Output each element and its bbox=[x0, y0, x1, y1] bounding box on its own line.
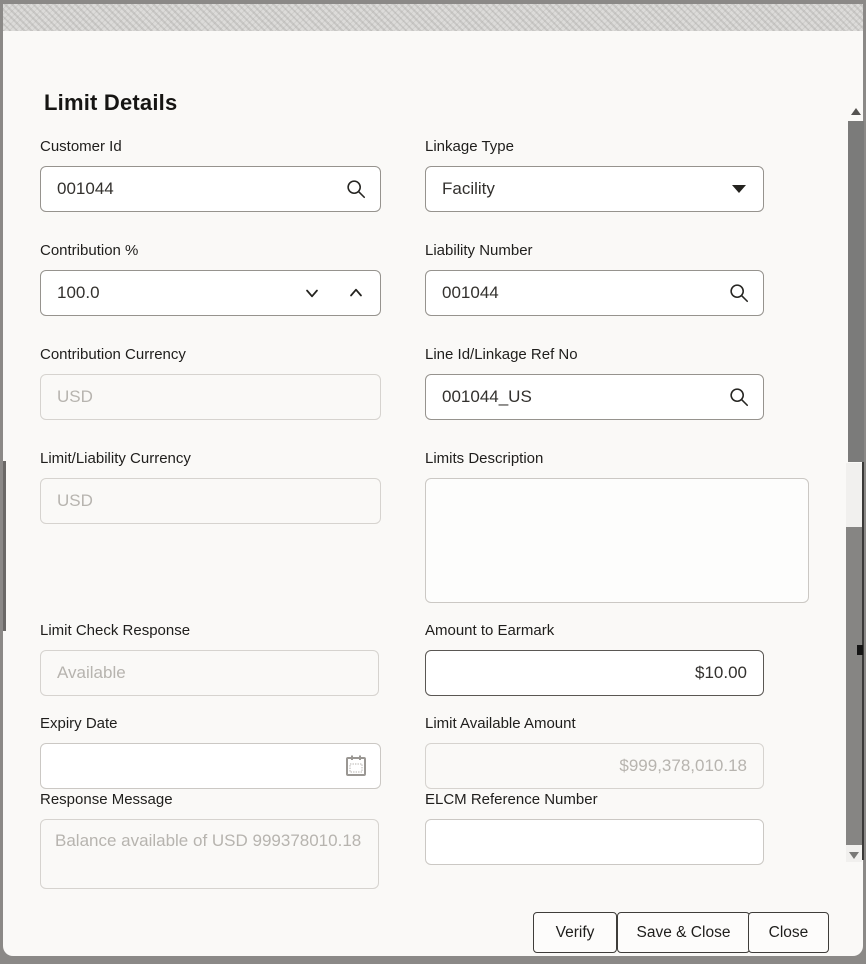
liability-number-field bbox=[425, 270, 764, 316]
limit-check-response-label: Limit Check Response bbox=[40, 622, 191, 639]
spinner-up-icon[interactable] bbox=[344, 281, 368, 305]
verify-button[interactable]: Verify bbox=[533, 912, 617, 953]
scrollbar-thumb-upper[interactable] bbox=[848, 121, 864, 462]
expiry-date-label: Expiry Date bbox=[40, 715, 118, 732]
save-and-close-button[interactable]: Save & Close bbox=[617, 912, 750, 953]
scrollbar-thumb-lower[interactable] bbox=[846, 527, 862, 845]
contribution-currency-label: Contribution Currency bbox=[40, 346, 186, 363]
contribution-pct-label: Contribution % bbox=[40, 242, 139, 259]
amount-to-earmark-field bbox=[425, 650, 764, 696]
scroll-down-arrow-icon[interactable] bbox=[849, 852, 859, 859]
chevron-down-icon[interactable] bbox=[727, 177, 751, 201]
linkage-type-select[interactable] bbox=[425, 166, 764, 212]
expiry-date-input[interactable] bbox=[41, 744, 380, 788]
amount-to-earmark-label: Amount to Earmark bbox=[425, 622, 555, 639]
limit-liability-currency-label: Limit/Liability Currency bbox=[40, 450, 191, 467]
limit-check-response-input bbox=[41, 651, 378, 695]
dialog-title: Limit Details bbox=[44, 90, 178, 115]
calendar-icon[interactable] bbox=[344, 754, 368, 778]
customer-id-field bbox=[40, 166, 381, 212]
elcm-reference-number-field bbox=[425, 819, 764, 865]
scroll-up-arrow-icon[interactable] bbox=[851, 108, 861, 115]
response-message-label: Response Message bbox=[40, 791, 173, 808]
search-icon[interactable] bbox=[727, 385, 751, 409]
liability-number-label: Liability Number bbox=[425, 242, 533, 259]
close-button[interactable]: Close bbox=[748, 912, 829, 953]
contribution-currency-field bbox=[40, 374, 381, 420]
elcm-reference-number-label: ELCM Reference Number bbox=[425, 791, 598, 808]
spinner-down-icon[interactable] bbox=[300, 281, 324, 305]
scrollbar-artifact bbox=[857, 645, 863, 655]
line-id-label: Line Id/Linkage Ref No bbox=[425, 346, 578, 363]
contribution-pct-stepper bbox=[40, 270, 381, 316]
search-icon[interactable] bbox=[344, 177, 368, 201]
line-id-field bbox=[425, 374, 764, 420]
limits-description-box bbox=[425, 478, 809, 603]
window-left-border-segment bbox=[3, 461, 6, 631]
linkage-type-label: Linkage Type bbox=[425, 138, 514, 155]
limit-check-response-field bbox=[40, 650, 379, 696]
limit-liability-currency-input bbox=[41, 479, 380, 523]
customer-id-input[interactable] bbox=[41, 167, 380, 211]
search-icon[interactable] bbox=[727, 281, 751, 305]
elcm-reference-number-input[interactable] bbox=[426, 820, 763, 864]
limits-description-label: Limits Description bbox=[425, 450, 544, 467]
expiry-date-field bbox=[40, 743, 381, 789]
limit-available-amount-input bbox=[426, 744, 763, 788]
limit-available-amount-field bbox=[425, 743, 764, 789]
contribution-pct-input[interactable] bbox=[41, 271, 380, 315]
limits-description-textarea[interactable] bbox=[426, 479, 808, 602]
response-message-box: Balance available of USD 999378010.18 bbox=[40, 819, 379, 889]
liability-number-input[interactable] bbox=[426, 271, 763, 315]
background-page-texture bbox=[3, 4, 863, 32]
line-id-input[interactable] bbox=[426, 375, 763, 419]
limit-available-amount-label: Limit Available Amount bbox=[425, 715, 576, 732]
amount-to-earmark-input[interactable] bbox=[426, 651, 763, 695]
customer-id-label: Customer Id bbox=[40, 138, 122, 155]
limit-details-dialog bbox=[3, 31, 863, 956]
limit-liability-currency-field bbox=[40, 478, 381, 524]
contribution-currency-input bbox=[41, 375, 380, 419]
linkage-type-value[interactable] bbox=[426, 167, 763, 211]
